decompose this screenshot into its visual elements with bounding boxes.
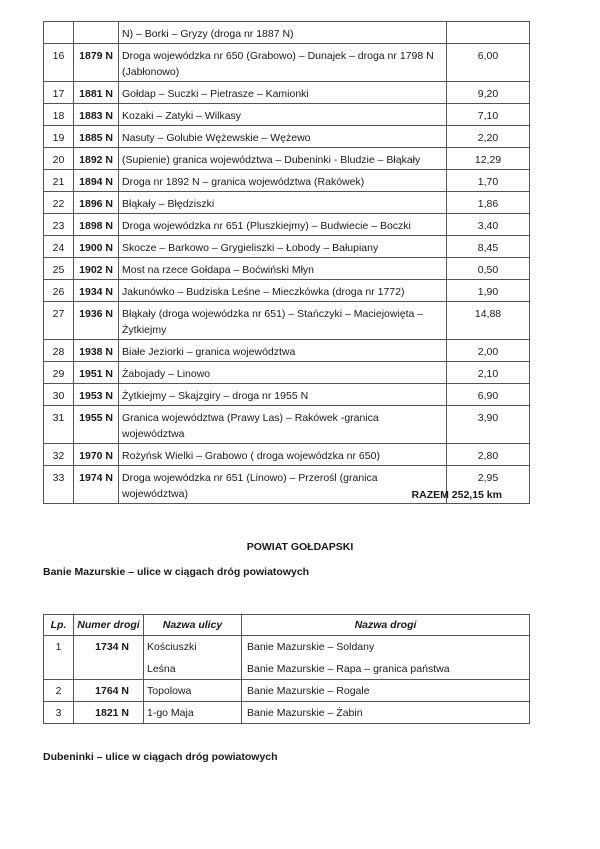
road-length: 2,10 (447, 362, 530, 384)
road-length: 8,45 (447, 236, 530, 258)
road-number: 1892 N (74, 148, 119, 170)
road-route: Jakunówko – Budziska Leśne – Mieczkówka (droga nr 1772) (119, 280, 447, 302)
road-length: 1,90 (447, 280, 530, 302)
section-title-banie-mazurskie: Banie Mazurskie – ulice w ciągach dróg powiatowych (43, 566, 310, 578)
road-length: 2,80 (447, 444, 530, 466)
table-row (44, 280, 530, 302)
road-route: Nasuty – Golubie Wężewskie – Wężewo (119, 126, 447, 148)
table-row (44, 680, 530, 702)
section-title-dubeninki: Dubeninki – ulice w ciągach dróg powiatowych (43, 751, 278, 763)
road-route: Żytkiejmy – Skajzgiry – droga nr 1955 N (119, 384, 447, 406)
streets-header-row (44, 615, 530, 636)
road-number: 1938 N (74, 340, 119, 362)
row-number (44, 22, 74, 44)
row-number: 19 (44, 126, 74, 148)
road-number: 1898 N (74, 214, 119, 236)
table-row (44, 636, 530, 680)
road-number: 1821 N (74, 702, 144, 724)
table-row (44, 362, 530, 384)
road-route: Skocze – Barkowo – Grygieliszki – Łobody – Bałupiany (119, 236, 447, 258)
road-length: 3,90 (447, 406, 530, 444)
road-length: 2,00 (447, 340, 530, 362)
road-number: 1894 N (74, 170, 119, 192)
header-road-number: Numer drogi (74, 615, 144, 636)
road-route: Droga wojewódzka nr 650 (Grabowo) – Dunajek – droga nr 1798 N (Jabłonowo) (119, 44, 447, 82)
row-number: 30 (44, 384, 74, 406)
road-route: N) – Borki – Gryzy (droga nr 1887 N) (119, 22, 447, 44)
table-row (44, 126, 530, 148)
table-row (44, 444, 530, 466)
road-name: Banie Mazurskie – Soldany (247, 641, 375, 653)
row-number: 2 (44, 680, 74, 702)
table-row (44, 406, 530, 444)
header-street-name: Nazwa ulicy (144, 615, 242, 636)
row-number: 29 (44, 362, 74, 384)
street-name: Leśna (147, 663, 176, 675)
table-row (44, 302, 530, 340)
road-route: Białe Jeziorki – granica województwa (119, 340, 447, 362)
road-length: 3,40 (447, 214, 530, 236)
table-row (44, 170, 530, 192)
row-number: 22 (44, 192, 74, 214)
row-number: 1 (44, 636, 74, 680)
table-row (44, 192, 530, 214)
road-name-cell (242, 680, 530, 702)
road-route: (Supienie) granica województwa – Dubeninki - Bludzie – Błąkały (119, 148, 447, 170)
road-length: 12,29 (447, 148, 530, 170)
road-name: Banie Mazurskie – Rapa – granica państwa (247, 663, 450, 675)
row-number: 28 (44, 340, 74, 362)
total-length: RAZEM 252,15 km (411, 489, 502, 501)
table-row (44, 340, 530, 362)
road-number: 1885 N (74, 126, 119, 148)
road-length: 14,88 (447, 302, 530, 340)
row-number: 17 (44, 82, 74, 104)
road-route: Droga wojewódzka nr 651 (Linowo) – Przerośl (granica województwa) (119, 466, 447, 504)
road-length: 1,70 (447, 170, 530, 192)
road-route: Droga wojewódzka nr 651 (Pluszkiejmy) – Budwiecie – Boczki (119, 214, 447, 236)
road-number: 1951 N (74, 362, 119, 384)
table-row (44, 236, 530, 258)
road-length: 6,90 (447, 384, 530, 406)
row-number: 33 (44, 466, 74, 504)
street-name-cell (144, 702, 242, 724)
road-route: Granica województwa (Prawy Las) – Rakówek -granica województwa (119, 406, 447, 444)
road-route: Błąkały – Błędziszki (119, 192, 447, 214)
road-route: Kozaki – Zatyki – Wilkasy (119, 104, 447, 126)
road-route: Rożyńsk Wielki – Grabowo ( droga wojewódzka nr 650) (119, 444, 447, 466)
header-lp: Lp. (44, 615, 74, 636)
road-name-cell (242, 702, 530, 724)
row-number: 25 (44, 258, 74, 280)
road-length: 9,20 (447, 82, 530, 104)
roads-table-body (44, 22, 530, 504)
road-number: 1955 N (74, 406, 119, 444)
street-name-cell (144, 680, 242, 702)
road-number: 1936 N (74, 302, 119, 340)
road-number: 1883 N (74, 104, 119, 126)
table-row (44, 104, 530, 126)
road-number: 1934 N (74, 280, 119, 302)
road-number: 1764 N (74, 680, 144, 702)
road-length: 7,10 (447, 104, 530, 126)
road-number: 1953 N (74, 384, 119, 406)
road-number: 1902 N (74, 258, 119, 280)
row-number: 18 (44, 104, 74, 126)
road-number: 1974 N (74, 466, 119, 504)
road-length: 1,86 (447, 192, 530, 214)
row-number: 20 (44, 148, 74, 170)
road-number: 1900 N (74, 236, 119, 258)
street-name: Kościuszki (147, 641, 197, 653)
table-row (44, 702, 530, 724)
table-row (44, 214, 530, 236)
county-heading: POWIAT GOŁDAPSKI (246, 541, 354, 553)
road-number: 1970 N (74, 444, 119, 466)
street-name: Topolowa (147, 685, 192, 697)
road-route: Droga nr 1892 N – granica województwa (Rakówek) (119, 170, 447, 192)
road-length: 2,20 (447, 126, 530, 148)
row-number: 26 (44, 280, 74, 302)
row-number: 32 (44, 444, 74, 466)
road-route: Żabojady – Linowo (119, 362, 447, 384)
road-number: 1896 N (74, 192, 119, 214)
table-row (44, 22, 530, 44)
road-name-cell (242, 636, 530, 680)
table-row (44, 384, 530, 406)
row-number: 3 (44, 702, 74, 724)
road-name: Banie Mazurskie – Rogale (247, 685, 370, 697)
road-route: Błąkały (droga wojewódzka nr 651) – Stańczyki – Maciejowięta – Żytkiejmy (119, 302, 447, 340)
table-row (44, 148, 530, 170)
row-number: 23 (44, 214, 74, 236)
streets-table (43, 614, 530, 724)
road-route: Gołdap – Suczki – Pietrasze – Kamionki (119, 82, 447, 104)
row-number: 21 (44, 170, 74, 192)
street-name: 1-go Maja (147, 707, 194, 719)
road-name: Banie Mazurskie – Żabin (247, 707, 363, 719)
table-row (44, 258, 530, 280)
road-number (74, 22, 119, 44)
road-route: Most na rzece Gołdapa – Boćwiński Młyn (119, 258, 447, 280)
road-number: 1734 N (74, 636, 144, 680)
streets-table-body (44, 636, 530, 724)
street-name-cell (144, 636, 242, 680)
row-number: 27 (44, 302, 74, 340)
table-row (44, 44, 530, 82)
table-row (44, 82, 530, 104)
row-number: 31 (44, 406, 74, 444)
roads-table (43, 21, 530, 504)
row-number: 16 (44, 44, 74, 82)
header-road-name: Nazwa drogi (242, 615, 530, 636)
road-number: 1879 N (74, 44, 119, 82)
road-number: 1881 N (74, 82, 119, 104)
road-length: 2,95 (447, 466, 530, 504)
row-number: 24 (44, 236, 74, 258)
road-length: 0,50 (447, 258, 530, 280)
road-length (447, 22, 530, 44)
road-length: 6,00 (447, 44, 530, 82)
